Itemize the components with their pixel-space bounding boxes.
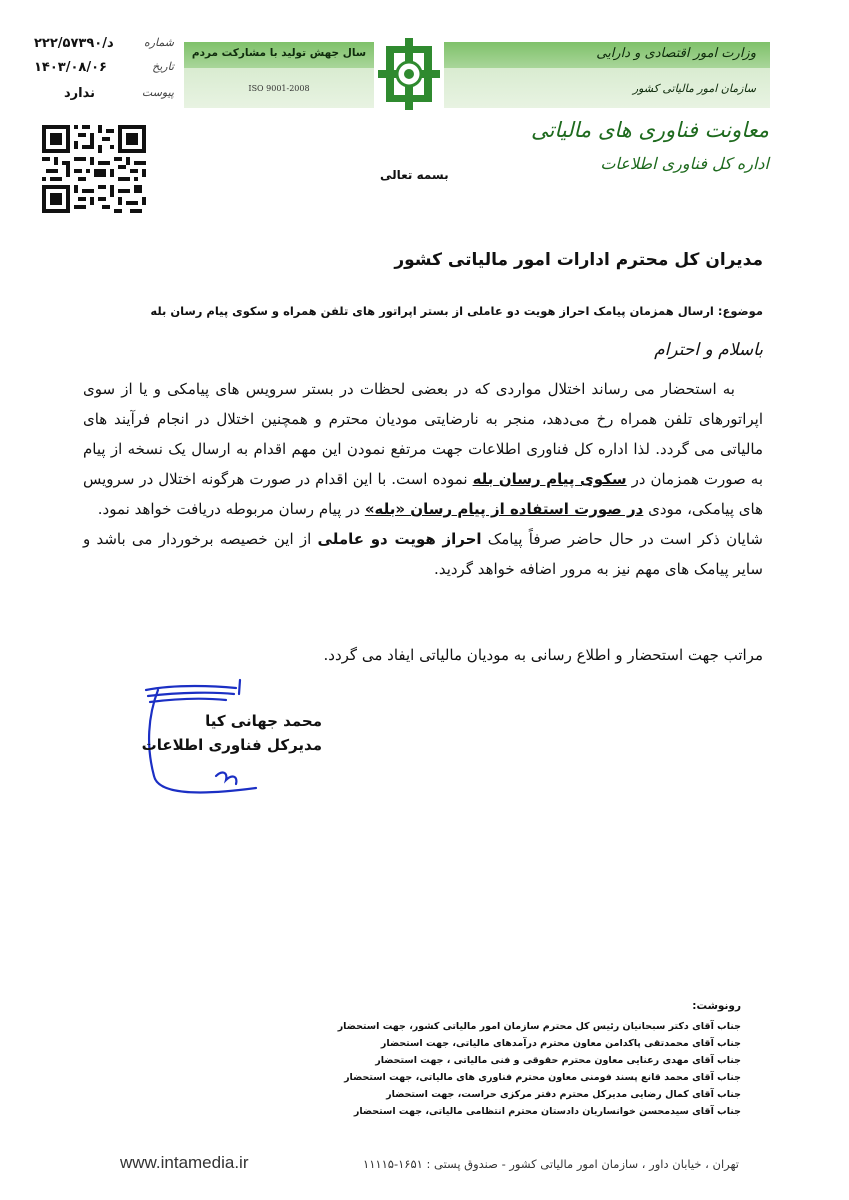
signer-title: مدیرکل فناوری اطلاعات: [141, 736, 322, 754]
list-item: جناب آقای کمال رضایی مدیرکل محترم دفتر مرکزی حراست، جهت استحضار: [386, 1089, 741, 1100]
letter-number-row: [34, 36, 174, 56]
year-slogan: سال جهش تولید با مشارکت مردم: [191, 47, 367, 59]
letter-date: ۱۴۰۳/۰۸/۰۶: [34, 60, 107, 75]
greeting: باسلام و احترام: [654, 340, 763, 360]
letter-date-row: [34, 60, 174, 80]
letter-attachment: ندارد: [64, 86, 96, 101]
highlight-two-factor: احراز هویت دو عاملی: [317, 530, 482, 548]
letter-date-label: تاریخ: [152, 60, 174, 73]
copies-title: رونوشت:: [692, 1000, 741, 1012]
copies-list: [221, 1018, 741, 1120]
subject-line: موضوع: ارسال همزمان پیامک احراز هویت دو عاملی از بستر اپراتور های تلفن همراه و سکوی پیام رسان بله: [150, 304, 763, 318]
slogan-banner: [184, 42, 374, 108]
qr-code-icon: [42, 124, 146, 214]
highlight-bale-platform: سکوی پیام رسان بله: [472, 470, 627, 488]
paragraph-1-text-c: در پیام رسان مربوطه دریافت خواهد نمود.: [97, 500, 365, 518]
deputy-title: معاونت فناوری های مالیاتی: [531, 118, 769, 142]
list-item: جناب آقای محمد قانع پسند فومنی معاون محترم فناوری های مالیاتی، جهت استحضار: [344, 1072, 741, 1083]
list-item: جناب آقای مهدی رعنایی معاون محترم حقوقی و فنی مالیاتی ، جهت استحضار: [375, 1055, 741, 1066]
highlight-bale-usage: در صورت استفاده از پیام رسان «بله»: [364, 500, 644, 518]
list-item: جناب آقای محمدتقی پاکدامن معاون محترم درآمدهای مالیاتی، جهت استحضار: [380, 1038, 741, 1049]
postal-address: تهران ، خیابان داور ، سازمان امور مالیاتی کشور - صندوق پستی : ۱۶۵۱-۱۱۱۱۵: [363, 1157, 739, 1171]
letter-attachment-label: پیوست: [141, 86, 174, 99]
website-link[interactable]: www.intamedia.ir: [120, 1153, 249, 1172]
letter-meta: [34, 36, 174, 106]
paragraph-2: [83, 524, 763, 584]
list-item: جناب آقای سیدمحسن خوانساریان دادستان محترم انتظامی مالیاتی، جهت استحضار: [353, 1106, 741, 1117]
paragraph-2-text-a: شایان ذکر است در حال حاضر صرفاً پیامک: [481, 530, 763, 548]
paragraph-1-text-b: نموده است. با این اقدام در صورت هرگونه اختلال در سرویس های پیامکی، مودی: [83, 470, 763, 518]
letter-number-label: شماره: [143, 36, 174, 49]
letter-attachment-row: [34, 86, 174, 106]
signer-name: محمد جهانی کیا: [205, 712, 322, 730]
organization-emblem-icon: [374, 36, 444, 112]
department-title: اداره کل فناوری اطلاعات: [600, 154, 769, 173]
closing-line: مراتب جهت استحضار و اطلاع رسانی به مودیان مالیاتی ایفاد می گردد.: [323, 646, 763, 664]
addressee: مدیران کل محترم ادارات امور مالیاتی کشور: [394, 250, 763, 270]
list-item: جناب آقای دکتر سبحانیان رئیس کل محترم سازمان امور مالیاتی کشور، جهت استحضار: [337, 1021, 741, 1032]
paragraph-2-text-b: از این خصیصه برخوردار می باشد و سایر پیامک های مهم نیز به مرور اضافه خواهد گردید.: [83, 530, 763, 578]
paragraph-1-text-a: به استحضار می رساند اختلال مواردی که در بعضی لحظات در بستر سرویس های پیامکی و یا از سوی اپراتورهای تلفن همراه رخ می‌دهد، منجر به نارضایتی مودیان محترم و همچنین اختلال در انجام فرآیند های مالیاتی می گردد. لذا اداره کل فناوری اطلاعات جهت مرتفع نمودن این مهم اقدام به ارسال یک نسخه از پیام به صورت همزمان در: [83, 380, 763, 488]
organization-name: سازمان امور مالیاتی کشور: [632, 82, 756, 95]
ministry-banner: [444, 42, 770, 108]
ministry-name: وزارت امور اقتصادی و دارایی: [596, 46, 756, 61]
paragraph-1: [83, 374, 763, 524]
letter-body: [83, 374, 763, 584]
iso-certification: ISO 9001-2008: [248, 84, 310, 93]
bismillah: بسمه تعالی: [380, 168, 449, 182]
letter-number: د/۲۲۲/۵۷۳۹۰: [34, 36, 114, 51]
